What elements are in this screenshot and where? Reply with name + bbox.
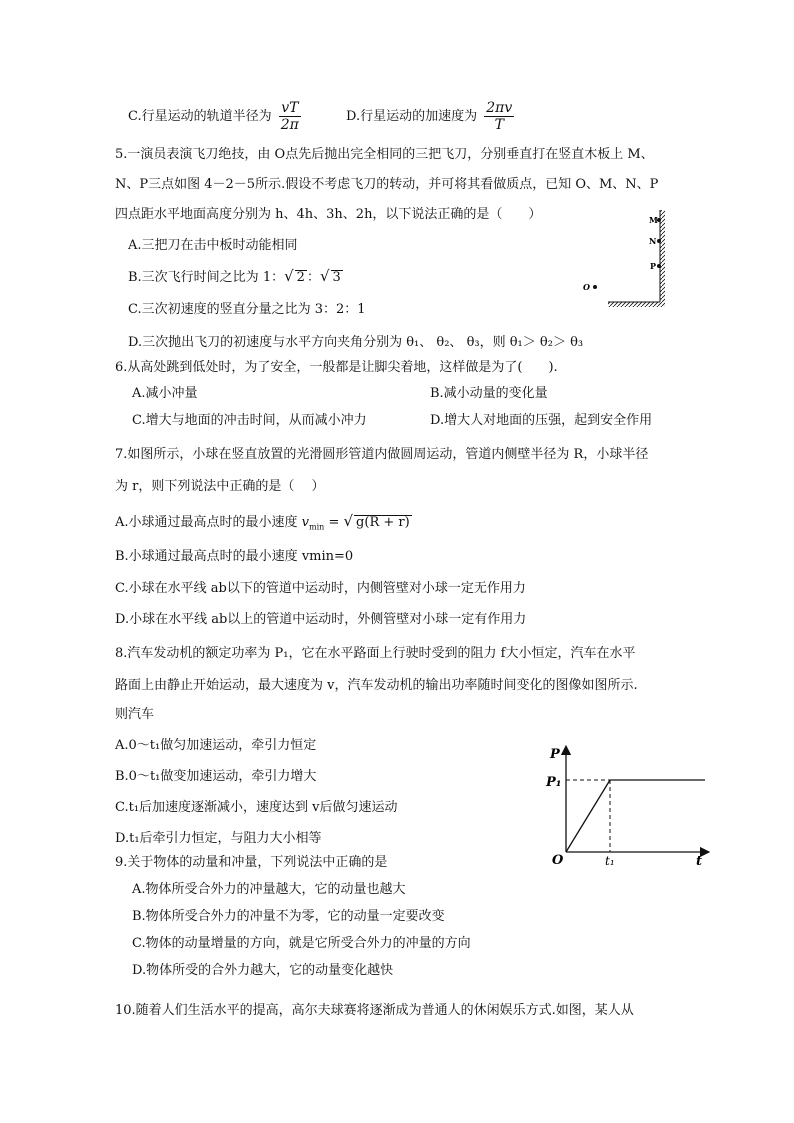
q8-option-b: B.0～t₁做变加速运动，牵引力增大 [115, 769, 317, 784]
q8-stem-line1: 8.汽车发动机的额定功率为 P₁，它在水平路面上行驶时受到的阻力 f大小恒定，汽车在水平 [115, 646, 636, 661]
q9-option-a: A.物体所受合外力的冲量越大，它的动量也越大 [132, 882, 406, 897]
q7-stem-line2: 为 r，则下列说法中正确的是（ ） [115, 479, 325, 494]
q8-option-c: C.t₁后加速度逐渐减小，速度达到 v后做匀速运动 [115, 800, 398, 815]
q5-option-d: D.三次抛出飞刀的初速度与水平方向夹角分别为 θ₁、 θ₂、 θ₃，则 θ₁＞ θ₂＞ θ₃ [128, 335, 584, 350]
ramp-line [566, 780, 610, 852]
q6-stem: 6.从高处跳到低处时，为了安全，一般都是让脚尖着地，这样做是为了( ). [115, 360, 558, 375]
q6-option-c: C.增大与地面的冲击时间，从而减小冲力 [132, 413, 367, 428]
point-o [593, 285, 597, 289]
q9-option-b: B.物体所受合外力的冲量不为零，它的动量一定要改变 [132, 909, 445, 924]
q7-option-a: A.小球通过最高点时的最小速度 $v_{min}$ = √ g(R + r) [115, 512, 410, 532]
q5-stem-line3: 四点距水平地面高度分别为 h、4h、3h、2h，以下说法正确的是（ ） [115, 207, 542, 222]
q8-stem-line3: 则汽车 [115, 707, 155, 722]
q7-option-b: B.小球通过最高点时的最小速度 vmin=0 [115, 549, 354, 564]
q4-option-d-text: D.行星运动的加速度为 [346, 109, 478, 124]
label-p: P [650, 261, 657, 271]
q6-option-a: A.减小冲量 [132, 386, 198, 401]
q7-option-c: C.小球在水平线 ab以下的管道中运动时，内侧管壁对小球一定无作用力 [115, 581, 526, 596]
q9-option-d: D.物体所受的合外力越大，它的动量变化越快 [132, 963, 394, 978]
p1-label: P₁ [546, 775, 562, 790]
x-axis-label: t [696, 854, 703, 869]
q4-option-c-text: C.行星运动的轨道半径为 [128, 109, 272, 124]
q7-stem-line1: 7.如图所示，小球在竖直放置的光滑圆形管道内做圆周运动，管道内侧壁半径为 R，小球半径 [115, 447, 649, 462]
origin-label: O [552, 853, 564, 868]
q9-stem: 9.关于物体的动量和冲量，下列说法中正确的是 [115, 855, 388, 870]
q8-option-d: D.t₁后牵引力恒定，与阻力大小相等 [115, 831, 322, 846]
y-axis-label: P [550, 747, 560, 762]
q5-stem-line2: N、P三点如图 4－2－5所示.假设不考虑飞刀的转动，并可将其看做质点，已知 O、M、N、P [115, 177, 659, 192]
q8-stem-line2: 路面上由静止开始运动，最大速度为 v，汽车发动机的输出功率随时间变化的图像如图所示. [115, 678, 638, 693]
q10-stem-line1: 10.随着人们生活水平的提高，高尔夫球赛将逐渐成为普通人的休闲娱乐方式.如图，某人从 [115, 1003, 634, 1018]
q5-option-a: A.三把刀在击中板时动能相同 [128, 238, 298, 253]
point-p [657, 264, 661, 268]
q4-option-d [346, 100, 517, 133]
q4-option-d-fraction: $\frac{2\pi v}{T}$ [486, 100, 513, 133]
q6-option-d: D.增大人对地面的压强，起到安全作用 [430, 413, 653, 428]
q5-stem-line1: 5.一演员表演飞刀绝技，由 O点先后抛出完全相同的三把飞刀，分别垂直打在竖直木板上 M、 [115, 147, 654, 162]
q9-option-c: C.物体的动量增量的方向，就是它所受合外力的冲量的方向 [132, 936, 471, 951]
q5-figure-board [578, 206, 688, 316]
point-n [657, 239, 661, 243]
q5-option-b: B.三次飞行时间之比为 1：√ 2 ：√ 3 [128, 267, 341, 285]
q8-option-a: A.0～t₁做匀加速运动，牵引力恒定 [115, 738, 317, 753]
q7-option-d: D.小球在水平线 ab以上的管道中运动时，外侧管壁对小球一定有作用力 [115, 612, 527, 627]
t1-label: t₁ [605, 854, 615, 868]
label-m: M [649, 215, 658, 225]
q4-option-c-fraction: $\frac{vT}{2\pi}$ [280, 100, 299, 133]
label-n: N [649, 236, 657, 246]
label-o: O [583, 282, 590, 292]
q4-option-c [128, 100, 304, 133]
q8-power-time-graph [540, 740, 710, 870]
q5-option-c: C.三次初速度的竖直分量之比为 3：2：1 [128, 302, 366, 317]
q6-option-b: B.减小动量的变化量 [430, 386, 548, 401]
